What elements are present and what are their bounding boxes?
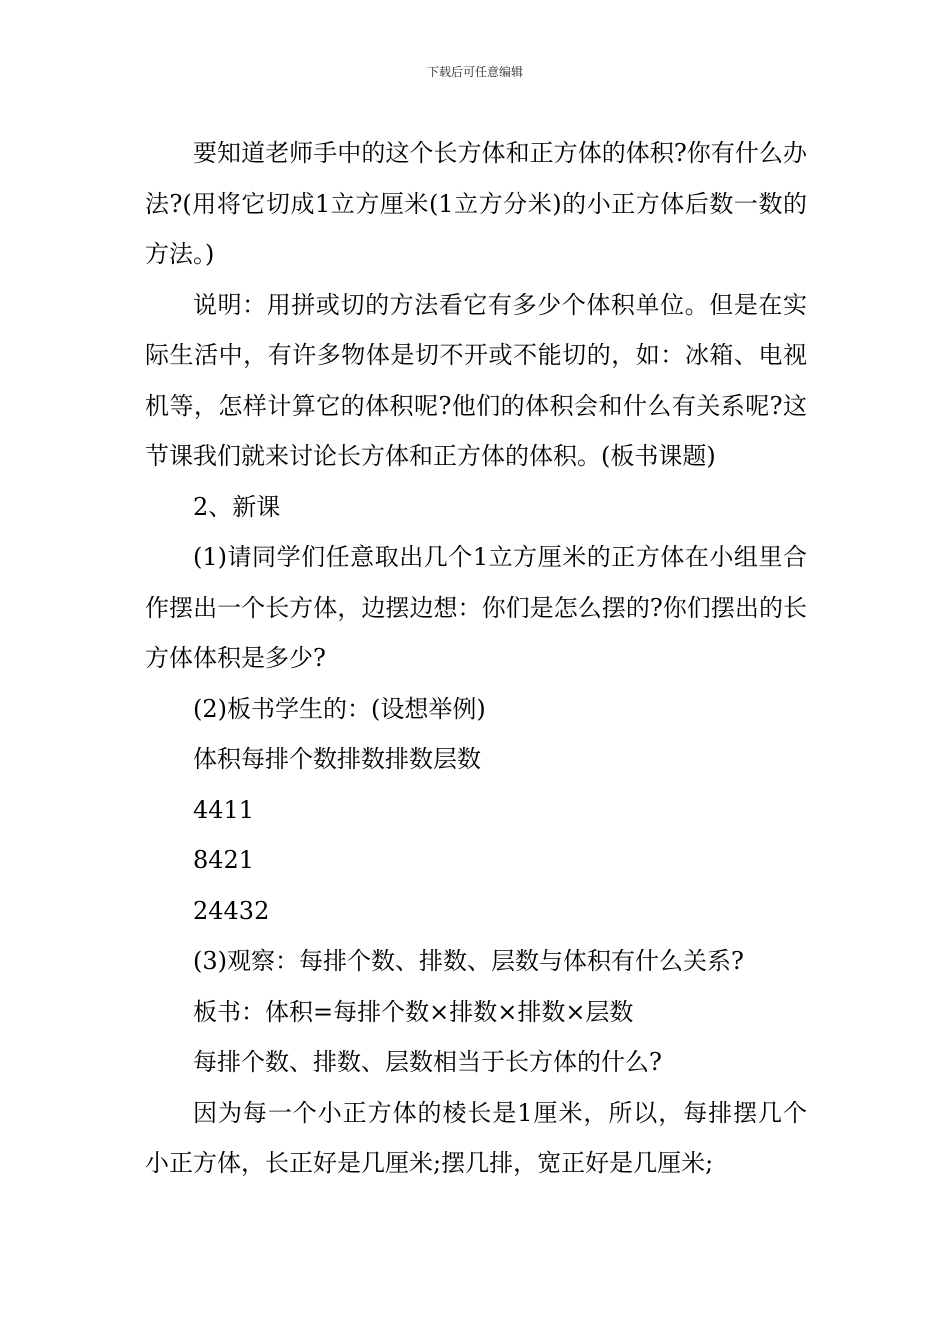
paragraph-volume-question: 要知道老师手中的这个长方体和正方体的体积?你有什么办法?(用将它切成1立方厘米(1立方分米)的小正方体后数一数的方法。) (145, 139, 807, 268)
table-header-line: 体积每排个数排数排数层数 (193, 745, 481, 773)
document-body (145, 128, 807, 1189)
paragraph-step-2: (2)板书学生的：(设想举例) (193, 694, 486, 723)
paragraph-question: 每排个数、排数、层数相当于长方体的什么? (193, 1048, 662, 1076)
table-row-1: 4411 (193, 795, 255, 824)
section-heading-new-lesson: 2、新课 (193, 492, 281, 521)
table-row-2: 8421 (193, 846, 255, 874)
paragraph-formula: 板书：体积=每排个数×排数×排数×层数 (193, 997, 634, 1026)
table-row-3: 24432 (193, 896, 270, 925)
paragraph-step-1: (1)请同学们任意取出几个1立方厘米的正方体在小组里合作摆出一个长方体，边摆边想：你们是怎么摆的?你们摆出的长方体体积是多少? (145, 543, 807, 672)
paragraph-reasoning: 因为每一个小正方体的棱长是1厘米，所以，每排摆几个小正方体，长正好是几厘米;摆几排，宽正好是几厘米; (145, 1098, 807, 1177)
paragraph-explanation: 说明：用拼或切的方法看它有多少个体积单位。但是在实际生活中，有许多物体是切不开或不能切的，如：冰箱、电视机等，怎样计算它的体积呢?他们的体积会和什么有关系呢?这节课我们就来讨论长方体和正方体的体积。(板书课题) (145, 290, 807, 470)
paragraph-step-3: (3)观察：每排个数、排数、层数与体积有什么关系? (193, 947, 744, 975)
page-header: 下载后可任意编辑 (426, 65, 523, 79)
